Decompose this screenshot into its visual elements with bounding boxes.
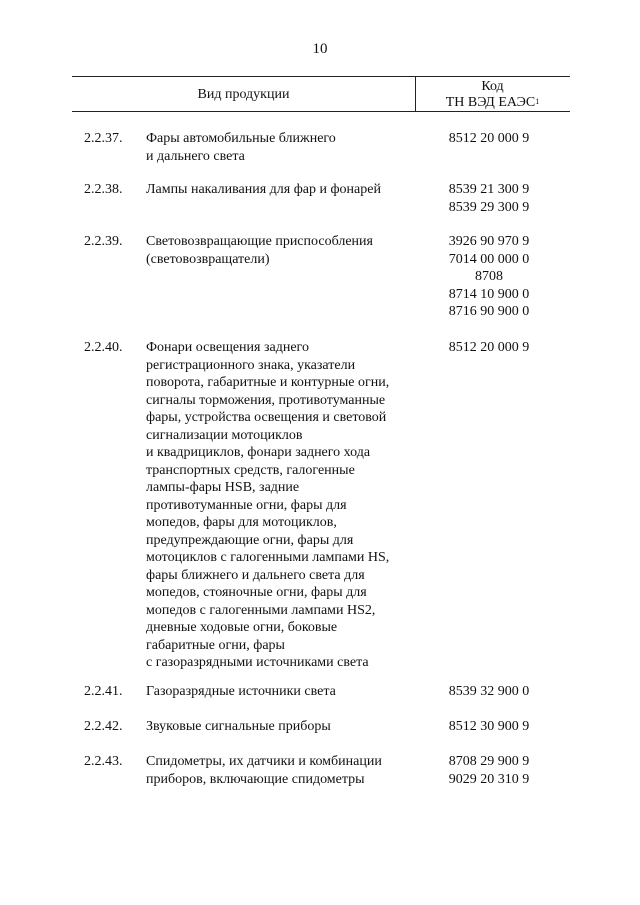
row-number: 2.2.42. <box>84 719 123 734</box>
description-line: приборов, включающие спидометры <box>146 771 365 787</box>
description-line: габаритные огни, фары <box>146 637 285 653</box>
row-description <box>146 339 421 672</box>
description-line: лампы-фары HSB, задние <box>146 480 300 495</box>
header-product-type: Вид продукции <box>197 87 290 102</box>
description-line: сигналы торможения, противотуманные <box>146 392 386 408</box>
code-value: 8539 29 300 9 <box>448 199 530 215</box>
code-value: 8716 90 900 0 <box>448 304 530 319</box>
row-codes <box>441 718 537 736</box>
row-number: 2.2.43. <box>84 754 123 769</box>
code-value: 3926 90 970 9 <box>448 234 530 249</box>
row-codes <box>441 753 537 788</box>
description-line: дневные ходовые огни, боковые <box>146 620 338 635</box>
description-line: Звуковые сигнальные приборы <box>146 719 331 734</box>
description-line: предупреждающие огни, фары для <box>146 532 354 548</box>
row-codes <box>441 130 537 148</box>
row-description <box>146 683 421 701</box>
description-line: и квадрициклов, фонари заднего хода <box>146 445 371 460</box>
row-number: 2.2.39. <box>84 234 123 249</box>
description-line: и дальнего света <box>146 148 245 164</box>
row-codes <box>441 233 537 321</box>
code-value: 8512 20 000 9 <box>448 340 530 355</box>
header-code-label: ТН ВЭД ЕАЭС <box>445 95 536 110</box>
row-codes <box>441 683 537 701</box>
row-number: 2.2.37. <box>84 131 123 146</box>
row-codes <box>441 339 537 357</box>
code-value: 7014 00 000 0 <box>448 251 530 267</box>
description-line: Лампы накаливания для фар и фонарей <box>146 182 381 197</box>
description-line: Спидометры, их датчики и комбинации <box>146 754 382 769</box>
row-description <box>146 718 421 736</box>
code-value: 8708 29 900 9 <box>448 754 530 769</box>
code-value: 8714 10 900 0 <box>448 286 530 302</box>
code-value: 8512 30 900 9 <box>448 719 530 734</box>
row-description <box>146 233 421 268</box>
description-line: фары, устройства освещения и световой <box>146 410 387 425</box>
description-line: мопедов, стояночные огни, фары для <box>146 585 367 600</box>
code-value: 8708 <box>475 269 503 284</box>
row-number: 2.2.38. <box>84 182 123 197</box>
code-value: 8539 32 900 0 <box>448 684 530 699</box>
description-line: регистрационного знака, указатели <box>146 357 356 373</box>
description-line: мопедов с галогенными лампами HS2, <box>146 602 376 618</box>
description-line: Газоразрядные источники света <box>146 684 336 699</box>
row-number: 2.2.41. <box>84 684 123 699</box>
row-description <box>146 753 421 788</box>
page-number: 10 <box>312 41 328 57</box>
header-code-line1: Код <box>481 79 504 94</box>
row-number: 2.2.40. <box>84 340 123 355</box>
description-line: транспортных средств, галогенные <box>146 462 355 478</box>
code-value: 8512 20 000 9 <box>448 131 530 146</box>
description-line: Фары автомобильные ближнего <box>146 131 336 146</box>
code-value: 8539 21 300 9 <box>448 182 530 197</box>
code-value: 9029 20 310 9 <box>448 771 530 787</box>
description-line: противотуманные огни, фары для <box>146 497 347 513</box>
description-line: (световозвращатели) <box>146 251 270 267</box>
description-line: Световозвращающие приспособления <box>146 234 373 249</box>
description-line: Фонари освещения заднего <box>146 340 309 355</box>
description-line: сигнализации мотоциклов <box>146 427 303 443</box>
description-line: фары ближнего и дальнего света для <box>146 567 365 583</box>
row-description <box>146 130 421 165</box>
header-code-footnote-mark: 1 <box>535 97 540 106</box>
row-description <box>146 181 421 199</box>
row-codes <box>441 181 537 216</box>
description-line: поворота, габаритные и контурные огни, <box>146 375 390 390</box>
description-line: мопедов, фары для мотоциклов, <box>146 515 337 530</box>
description-line: мотоциклов с галогенными лампами HS, <box>146 550 390 565</box>
description-line: с газоразрядными источниками света <box>146 655 369 670</box>
